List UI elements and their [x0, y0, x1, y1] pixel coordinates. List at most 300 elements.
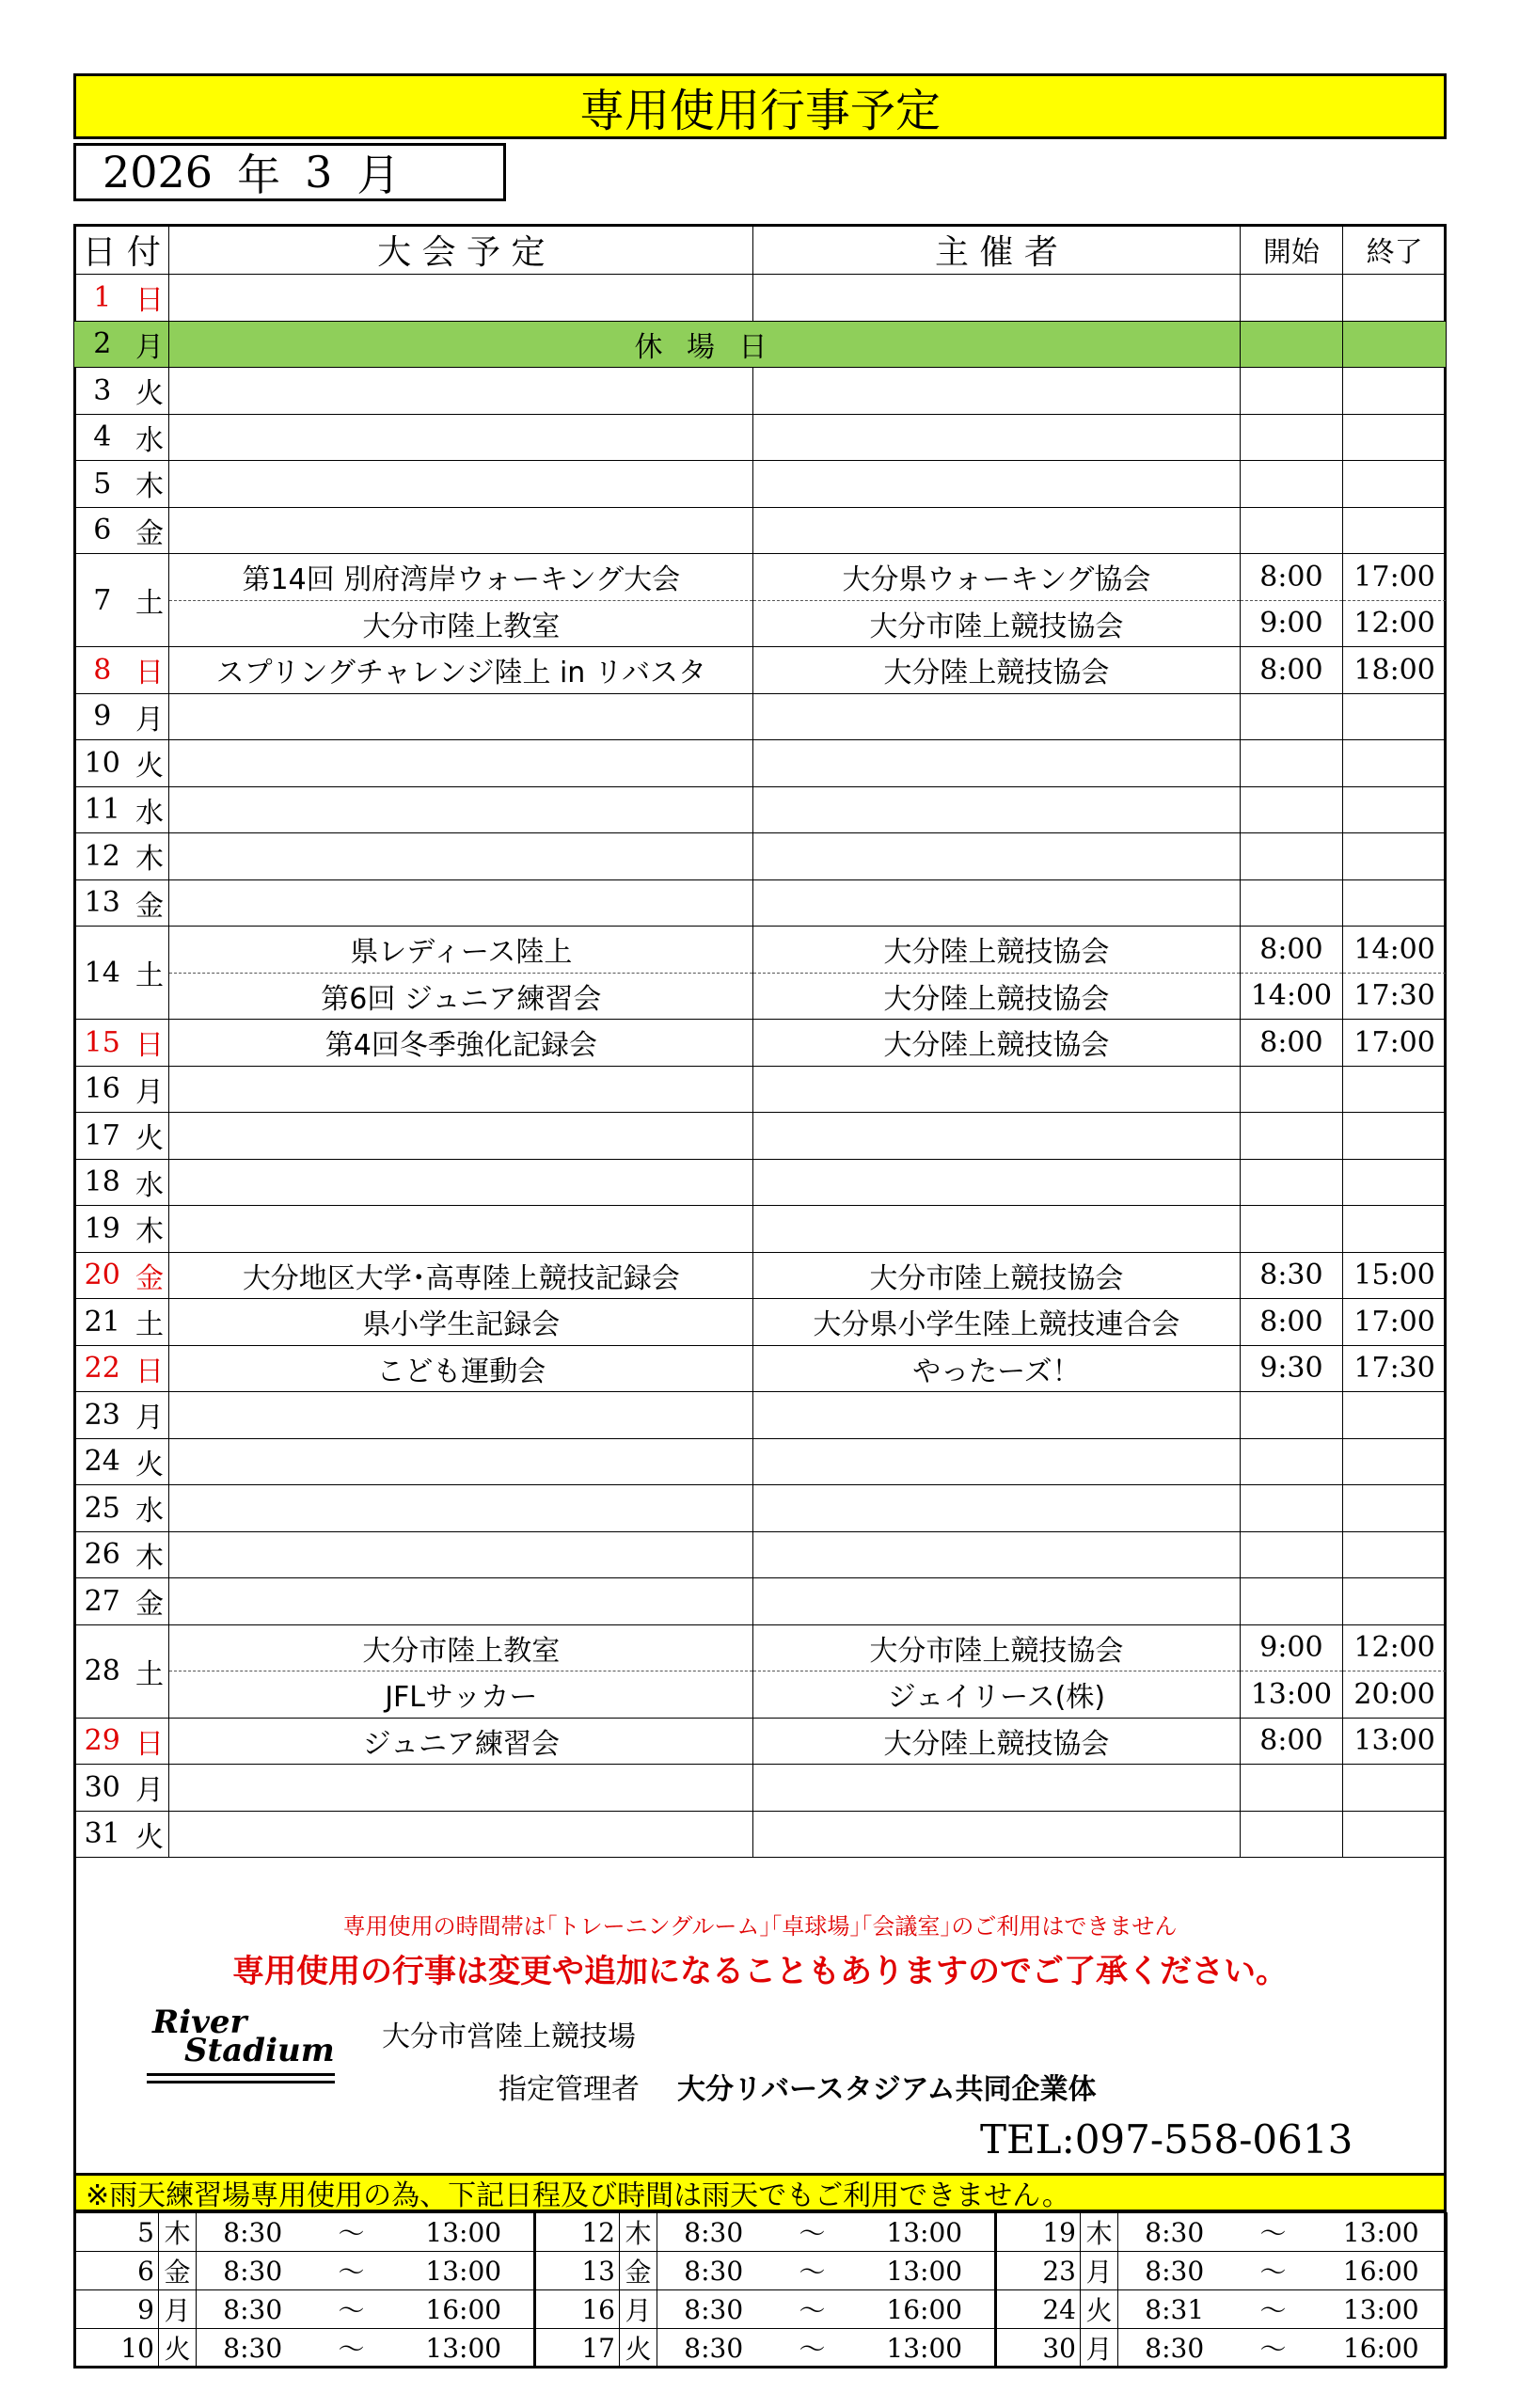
- event-name: [169, 414, 753, 461]
- start-time: 9:00: [1240, 1624, 1343, 1671]
- event-name: こども運動会: [169, 1345, 753, 1392]
- start-time: [1240, 1066, 1343, 1113]
- organizer: [753, 833, 1240, 880]
- end-time: [1343, 833, 1447, 880]
- page-title: 専用使用行事予定: [73, 73, 1447, 139]
- rain-schedule-table: [73, 2212, 1448, 2368]
- schedule-row: [74, 1392, 1447, 1439]
- weekday: 木: [131, 1531, 169, 1578]
- rain-start: 8:30: [1118, 2329, 1231, 2368]
- organizer: 大分市陸上競技協会: [753, 1624, 1240, 1671]
- start-time: [1240, 1206, 1343, 1253]
- weekday: 月: [131, 1066, 169, 1113]
- schedule-row: [74, 1671, 1447, 1719]
- rain-row: [74, 2252, 1448, 2290]
- rain-tilde: ～: [309, 2213, 394, 2252]
- event-name: [169, 1485, 753, 1532]
- organizer: [753, 368, 1240, 415]
- rain-end: 13:00: [394, 2213, 535, 2252]
- weekday: 土: [131, 927, 169, 1020]
- manager-label: 指定管理者: [498, 2073, 640, 2106]
- end-time: 13:00: [1343, 1718, 1447, 1765]
- event-name: 第4回冬季強化記録会: [169, 1020, 753, 1067]
- end-time: [1343, 321, 1447, 368]
- rain-start: 8:30: [657, 2329, 770, 2368]
- header-organizer: 主 催 者: [753, 225, 1240, 275]
- end-time: 12:00: [1343, 600, 1447, 647]
- start-time: [1240, 1811, 1343, 1858]
- event-name: [169, 1811, 753, 1858]
- rain-start: 8:30: [197, 2290, 309, 2329]
- rain-start: 8:30: [197, 2329, 309, 2368]
- start-time: 8:00: [1240, 1299, 1343, 1346]
- rain-day: 30: [996, 2329, 1081, 2368]
- rain-start: 8:30: [197, 2213, 309, 2252]
- end-time: 20:00: [1343, 1671, 1447, 1719]
- logo-line: [147, 2081, 335, 2083]
- rain-row: [74, 2213, 1448, 2252]
- rain-start: 8:30: [657, 2290, 770, 2329]
- end-time: [1343, 1066, 1447, 1113]
- rain-weekday: 月: [620, 2290, 657, 2329]
- day-number: 28: [74, 1624, 131, 1718]
- event-name: [169, 461, 753, 508]
- day-number: 15: [74, 1020, 131, 1067]
- end-time: 15:00: [1343, 1252, 1447, 1299]
- rain-tilde: ～: [309, 2290, 394, 2329]
- end-time: [1343, 740, 1447, 787]
- day-number: 19: [74, 1206, 131, 1253]
- schedule-row: [74, 647, 1447, 694]
- event-name: [169, 740, 753, 787]
- end-time: 17:00: [1343, 1020, 1447, 1067]
- organizer: [753, 1113, 1240, 1160]
- notice-small: 専用使用の時間帯は｢トレーニングルーム｣｢卓球場｣｢会議室｣のご利用はできません: [342, 1913, 1178, 1940]
- end-time: [1343, 414, 1447, 461]
- start-time: [1240, 414, 1343, 461]
- rain-day: 13: [535, 2252, 620, 2290]
- organizer: 大分陸上競技協会: [753, 647, 1240, 694]
- schedule-row: [74, 1066, 1447, 1113]
- rain-end: 13:00: [855, 2213, 996, 2252]
- day-number: 2: [74, 321, 131, 368]
- start-time: [1240, 1531, 1343, 1578]
- day-number: 9: [74, 693, 131, 740]
- rain-tilde: ～: [309, 2329, 394, 2368]
- day-number: 26: [74, 1531, 131, 1578]
- end-time: 12:00: [1343, 1624, 1447, 1671]
- telephone: TEL:097-558-0613: [980, 2116, 1353, 2162]
- stadium-name: 大分市営陸上競技場: [382, 2020, 636, 2053]
- schedule-row: [74, 461, 1447, 508]
- end-time: 17:00: [1343, 1299, 1447, 1346]
- rain-weekday: 火: [1081, 2290, 1118, 2329]
- header-date: 日 付: [74, 225, 169, 275]
- event-name: ジュニア練習会: [169, 1718, 753, 1765]
- rain-day: 10: [74, 2329, 159, 2368]
- day-number: 1: [74, 275, 131, 322]
- start-time: 9:30: [1240, 1345, 1343, 1392]
- rain-tilde: ～: [1231, 2252, 1316, 2290]
- end-time: [1343, 1113, 1447, 1160]
- rain-start: 8:30: [1118, 2252, 1231, 2290]
- rain-notice: ※雨天練習場専用使用の為、下記日程及び時間は雨天でもご利用できません。: [73, 2173, 1447, 2212]
- organizer: 大分県ウォーキング協会: [753, 554, 1240, 601]
- rain-end: 13:00: [855, 2329, 996, 2368]
- schedule-row: [74, 1299, 1447, 1346]
- rain-tilde: ～: [770, 2290, 855, 2329]
- event-name: [169, 786, 753, 833]
- start-time: [1240, 1578, 1343, 1625]
- weekday: 木: [131, 1206, 169, 1253]
- event-name: 第14回 別府湾岸ウォーキング大会: [169, 554, 753, 601]
- year-unit: 年: [237, 150, 281, 200]
- weekday: 日: [131, 275, 169, 322]
- end-time: [1343, 1765, 1447, 1812]
- day-number: 16: [74, 1066, 131, 1113]
- organizer: [753, 1392, 1240, 1439]
- rain-weekday: 火: [620, 2329, 657, 2368]
- header-start: 開始: [1240, 225, 1343, 275]
- organizer: [753, 507, 1240, 554]
- schedule-row: [74, 414, 1447, 461]
- rain-tilde: ～: [770, 2213, 855, 2252]
- end-time: [1343, 1811, 1447, 1858]
- organizer: [753, 1811, 1240, 1858]
- event-name: [169, 879, 753, 927]
- weekday: 火: [131, 1113, 169, 1160]
- start-time: [1240, 461, 1343, 508]
- event-name: [169, 1578, 753, 1625]
- event-name: 大分市陸上教室: [169, 1624, 753, 1671]
- header-end: 終了: [1343, 225, 1447, 275]
- weekday: 火: [131, 1811, 169, 1858]
- organizer: やったーズ！: [753, 1345, 1240, 1392]
- event-name: [169, 275, 753, 322]
- rain-tilde: ～: [1231, 2290, 1316, 2329]
- organizer: 大分陸上競技協会: [753, 927, 1240, 974]
- schedule-row: [74, 973, 1447, 1020]
- start-time: 8:00: [1240, 554, 1343, 601]
- schedule-row: [74, 1624, 1447, 1671]
- schedule-row: [74, 740, 1447, 787]
- rain-day: 23: [996, 2252, 1081, 2290]
- start-time: [1240, 1113, 1343, 1160]
- closed-day-label: 休 場 日: [169, 321, 1240, 368]
- weekday: 土: [131, 1624, 169, 1718]
- organizer: [753, 461, 1240, 508]
- weekday: 月: [131, 321, 169, 368]
- weekday: 土: [131, 1299, 169, 1346]
- end-time: [1343, 1206, 1447, 1253]
- end-time: [1343, 1578, 1447, 1625]
- organizer: [753, 1066, 1240, 1113]
- day-number: 10: [74, 740, 131, 787]
- manager-line: [498, 2066, 1097, 2107]
- rain-tilde: ～: [770, 2329, 855, 2368]
- organizer: ジェイリース(株): [753, 1671, 1240, 1719]
- end-time: [1343, 368, 1447, 415]
- rain-weekday: 月: [1081, 2329, 1118, 2368]
- day-number: 23: [74, 1392, 131, 1439]
- schedule-row: [74, 1206, 1447, 1253]
- weekday: 日: [131, 1020, 169, 1067]
- schedule-row: [74, 1020, 1447, 1067]
- rain-end: 16:00: [1316, 2252, 1448, 2290]
- schedule-table: [73, 224, 1447, 1858]
- rain-weekday: 月: [1081, 2252, 1118, 2290]
- rain-day: 19: [996, 2213, 1081, 2252]
- rain-end: 16:00: [1316, 2329, 1448, 2368]
- day-number: 4: [74, 414, 131, 461]
- organizer: [753, 1206, 1240, 1253]
- start-time: [1240, 1485, 1343, 1532]
- event-name: [169, 1392, 753, 1439]
- start-time: 14:00: [1240, 973, 1343, 1020]
- weekday: 日: [131, 1718, 169, 1765]
- start-time: 8:30: [1240, 1252, 1343, 1299]
- rain-start: 8:30: [197, 2252, 309, 2290]
- day-number: 27: [74, 1578, 131, 1625]
- schedule-row: [74, 927, 1447, 974]
- weekday: 金: [131, 507, 169, 554]
- day-number: 31: [74, 1811, 131, 1858]
- organizer: [753, 1765, 1240, 1812]
- end-time: [1343, 786, 1447, 833]
- organizer: [753, 1485, 1240, 1532]
- rain-row: [74, 2329, 1448, 2368]
- end-time: 17:30: [1343, 1345, 1447, 1392]
- rain-day: 16: [535, 2290, 620, 2329]
- schedule-row: [74, 879, 1447, 927]
- end-time: [1343, 1438, 1447, 1485]
- day-number: 21: [74, 1299, 131, 1346]
- event-name: [169, 1113, 753, 1160]
- organizer: 大分陸上競技協会: [753, 973, 1240, 1020]
- day-number: 25: [74, 1485, 131, 1532]
- day-number: 3: [74, 368, 131, 415]
- event-name: 第6回 ジュニア練習会: [169, 973, 753, 1020]
- rain-row: [74, 2290, 1448, 2329]
- end-time: 17:30: [1343, 973, 1447, 1020]
- weekday: 水: [131, 414, 169, 461]
- weekday: 火: [131, 1438, 169, 1485]
- organizer: 大分陸上競技協会: [753, 1718, 1240, 1765]
- rain-day: 24: [996, 2290, 1081, 2329]
- organizer: [753, 740, 1240, 787]
- day-number: 24: [74, 1438, 131, 1485]
- weekday: 水: [131, 786, 169, 833]
- end-time: [1343, 1485, 1447, 1532]
- day-number: 13: [74, 879, 131, 927]
- organizer: 大分県小学生陸上競技連合会: [753, 1299, 1240, 1346]
- rain-start: 8:30: [1118, 2213, 1231, 2252]
- day-number: 11: [74, 786, 131, 833]
- organizer: 大分陸上競技協会: [753, 1020, 1240, 1067]
- schedule-row: [74, 368, 1447, 415]
- rain-day: 9: [74, 2290, 159, 2329]
- weekday: 金: [131, 1578, 169, 1625]
- weekday: 木: [131, 833, 169, 880]
- schedule-row: [74, 786, 1447, 833]
- event-name: 県小学生記録会: [169, 1299, 753, 1346]
- day-number: 8: [74, 647, 131, 694]
- weekday: 月: [131, 1392, 169, 1439]
- event-name: JFLサッカー: [169, 1671, 753, 1719]
- start-time: [1240, 507, 1343, 554]
- weekday: 金: [131, 879, 169, 927]
- weekday: 日: [131, 647, 169, 694]
- organizer: [753, 1438, 1240, 1485]
- start-time: [1240, 879, 1343, 927]
- rain-day: 17: [535, 2329, 620, 2368]
- organizer: [753, 693, 1240, 740]
- event-name: [169, 1206, 753, 1253]
- rain-end: 13:00: [1316, 2213, 1448, 2252]
- event-name: [169, 1531, 753, 1578]
- schedule-row: [74, 275, 1447, 322]
- day-number: 5: [74, 461, 131, 508]
- start-time: 13:00: [1240, 1671, 1343, 1719]
- start-time: [1240, 321, 1343, 368]
- rain-end: 13:00: [394, 2329, 535, 2368]
- river-stadium-logo: [147, 2004, 335, 2088]
- rain-day: 12: [535, 2213, 620, 2252]
- schedule-row: [74, 1438, 1447, 1485]
- end-time: 18:00: [1343, 647, 1447, 694]
- start-time: [1240, 368, 1343, 415]
- end-time: 14:00: [1343, 927, 1447, 974]
- start-time: [1240, 786, 1343, 833]
- end-time: 17:00: [1343, 554, 1447, 601]
- organizer: [753, 1159, 1240, 1206]
- day-number: 12: [74, 833, 131, 880]
- rain-start: 8:30: [657, 2252, 770, 2290]
- event-name: 大分地区大学･高専陸上競技記録会: [169, 1252, 753, 1299]
- start-time: [1240, 693, 1343, 740]
- rain-weekday: 木: [159, 2213, 197, 2252]
- event-name: [169, 1765, 753, 1812]
- weekday: 金: [131, 1252, 169, 1299]
- year: 2026: [103, 147, 214, 198]
- start-time: [1240, 1765, 1343, 1812]
- rain-day: 5: [74, 2213, 159, 2252]
- year-month: [73, 143, 506, 201]
- start-time: 8:00: [1240, 647, 1343, 694]
- day-number: 14: [74, 927, 131, 1020]
- rain-end: 13:00: [855, 2252, 996, 2290]
- start-time: 8:00: [1240, 927, 1343, 974]
- day-number: 17: [74, 1113, 131, 1160]
- event-name: [169, 833, 753, 880]
- day-number: 6: [74, 507, 131, 554]
- day-number: 29: [74, 1718, 131, 1765]
- start-time: [1240, 740, 1343, 787]
- event-name: 大分市陸上教室: [169, 600, 753, 647]
- end-time: [1343, 879, 1447, 927]
- rain-end: 13:00: [394, 2252, 535, 2290]
- schedule-row: [74, 1345, 1447, 1392]
- schedule-row: [74, 693, 1447, 740]
- schedule-row: [74, 1485, 1447, 1532]
- rain-weekday: 火: [159, 2329, 197, 2368]
- organizer: [753, 1578, 1240, 1625]
- start-time: 9:00: [1240, 600, 1343, 647]
- rain-weekday: 金: [159, 2252, 197, 2290]
- event-name: [169, 368, 753, 415]
- logo-text-1: River: [152, 2004, 247, 2041]
- weekday: 火: [131, 740, 169, 787]
- schedule-row: [74, 833, 1447, 880]
- weekday: 月: [131, 693, 169, 740]
- day-number: 22: [74, 1345, 131, 1392]
- schedule-row: [74, 1113, 1447, 1160]
- schedule-row: [74, 600, 1447, 647]
- rain-weekday: 木: [1081, 2213, 1118, 2252]
- weekday: 水: [131, 1159, 169, 1206]
- schedule-row: [74, 1159, 1447, 1206]
- logo-text-2: Stadium: [184, 2032, 335, 2069]
- rain-start: 8:30: [657, 2213, 770, 2252]
- rain-tilde: ～: [1231, 2213, 1316, 2252]
- event-name: [169, 1438, 753, 1485]
- schedule-row: [74, 1811, 1447, 1858]
- schedule-header: [74, 225, 1447, 275]
- day-number: 30: [74, 1765, 131, 1812]
- organizer: [753, 414, 1240, 461]
- event-name: [169, 693, 753, 740]
- weekday: 水: [131, 1485, 169, 1532]
- rain-weekday: 金: [620, 2252, 657, 2290]
- start-time: 8:00: [1240, 1020, 1343, 1067]
- day-number: 18: [74, 1159, 131, 1206]
- schedule-row: [74, 1765, 1447, 1812]
- organizer: [753, 786, 1240, 833]
- rain-tilde: ～: [309, 2252, 394, 2290]
- schedule-row: [74, 321, 1447, 368]
- event-name: [169, 1159, 753, 1206]
- rain-tilde: ～: [1231, 2329, 1316, 2368]
- schedule-row: [74, 1718, 1447, 1765]
- start-time: [1240, 833, 1343, 880]
- header-event: 大 会 予 定: [169, 225, 753, 275]
- start-time: [1240, 1438, 1343, 1485]
- weekday: 木: [131, 461, 169, 508]
- organizer: 大分市陸上競技協会: [753, 600, 1240, 647]
- weekday: 月: [131, 1765, 169, 1812]
- start-time: [1240, 275, 1343, 322]
- end-time: [1343, 461, 1447, 508]
- weekday: 日: [131, 1345, 169, 1392]
- schedule-row: [74, 507, 1447, 554]
- day-number: 7: [74, 554, 131, 647]
- rain-end: 16:00: [855, 2290, 996, 2329]
- start-time: 8:00: [1240, 1718, 1343, 1765]
- end-time: [1343, 1531, 1447, 1578]
- month: 3: [305, 147, 333, 198]
- rain-weekday: 月: [159, 2290, 197, 2329]
- event-name: [169, 507, 753, 554]
- notice-large: 専用使用の行事は変更や追加になることもありますのでご了承ください。: [232, 1953, 1288, 1990]
- rain-tilde: ～: [770, 2252, 855, 2290]
- event-name: [169, 1066, 753, 1113]
- day-number: 20: [74, 1252, 131, 1299]
- start-time: [1240, 1392, 1343, 1439]
- end-time: [1343, 275, 1447, 322]
- organizer: [753, 879, 1240, 927]
- rain-end: 13:00: [1316, 2290, 1448, 2329]
- event-name: スプリングチャレンジ陸上 in リバスタ: [169, 647, 753, 694]
